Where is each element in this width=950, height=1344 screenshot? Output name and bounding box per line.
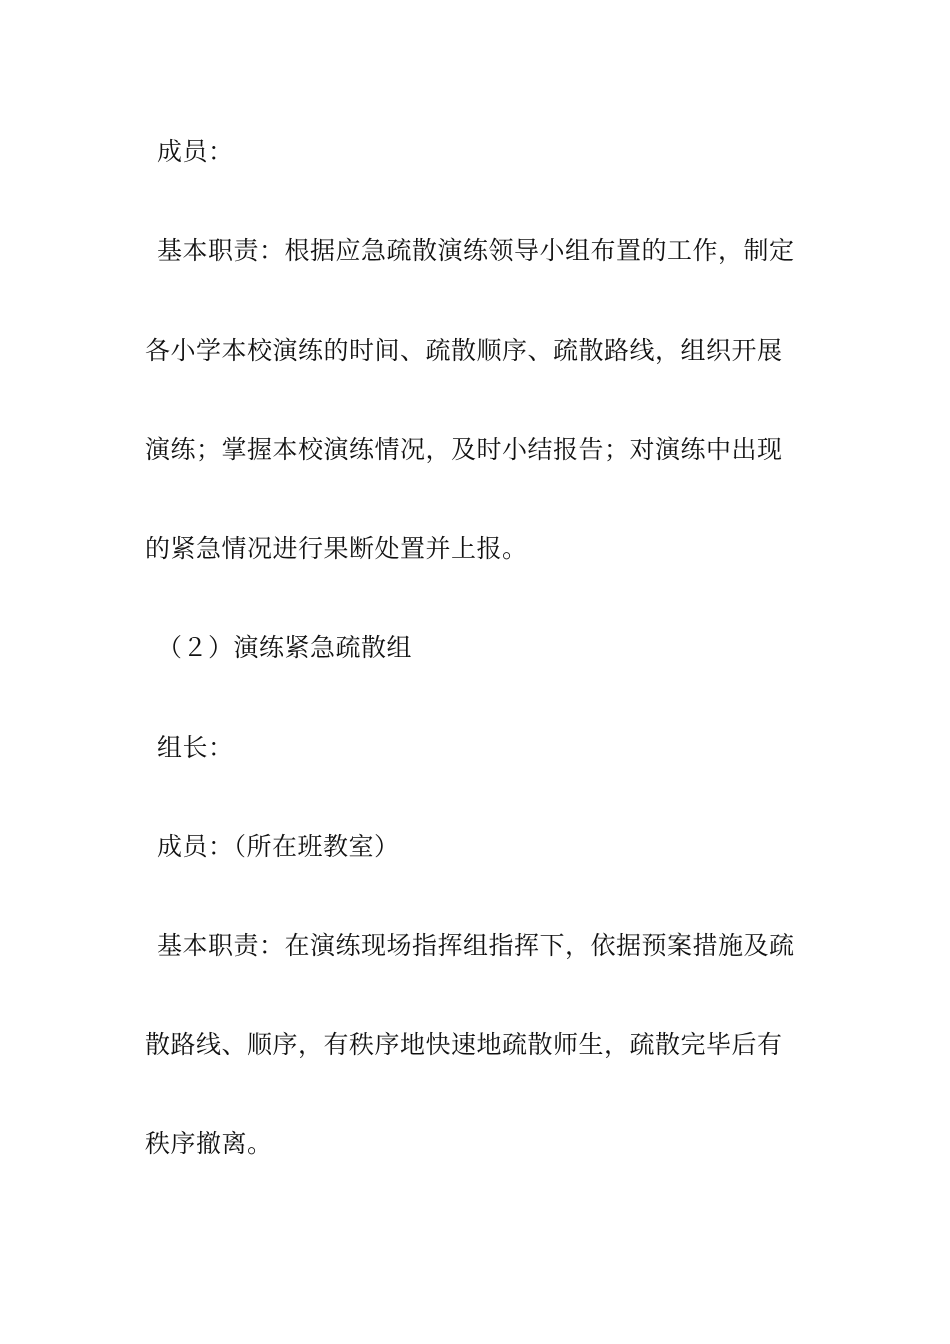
duty-paragraph-line-3: 演练；掌握本校演练情况，及时小结报告；对演练中出现 (145, 435, 783, 464)
evacuation-duty-line-1: 基本职责：在演练现场指挥组指挥下，依据预案措施及疏 (157, 931, 795, 960)
evacuation-duty-line-3: 秩序撤离。 (145, 1129, 273, 1158)
leader-line: 组长： (157, 733, 234, 762)
duty-paragraph-line-4: 的紧急情况进行果断处置并上报。 (145, 534, 528, 563)
evacuation-duty-line-2: 散路线、顺序，有秩序地快速地疏散师生，疏散完毕后有 (145, 1030, 783, 1059)
members-line: 成员： (157, 137, 234, 166)
members-classroom-line: 成员：（所在班教室） (157, 832, 400, 861)
section-heading: （２）演练紧急疏散组 (157, 633, 413, 662)
duty-paragraph-line-1: 基本职责：根据应急疏散演练领导小组布置的工作，制定 (157, 236, 795, 265)
duty-paragraph-line-2: 各小学本校演练的时间、疏散顺序、疏散路线，组织开展 (145, 336, 783, 365)
